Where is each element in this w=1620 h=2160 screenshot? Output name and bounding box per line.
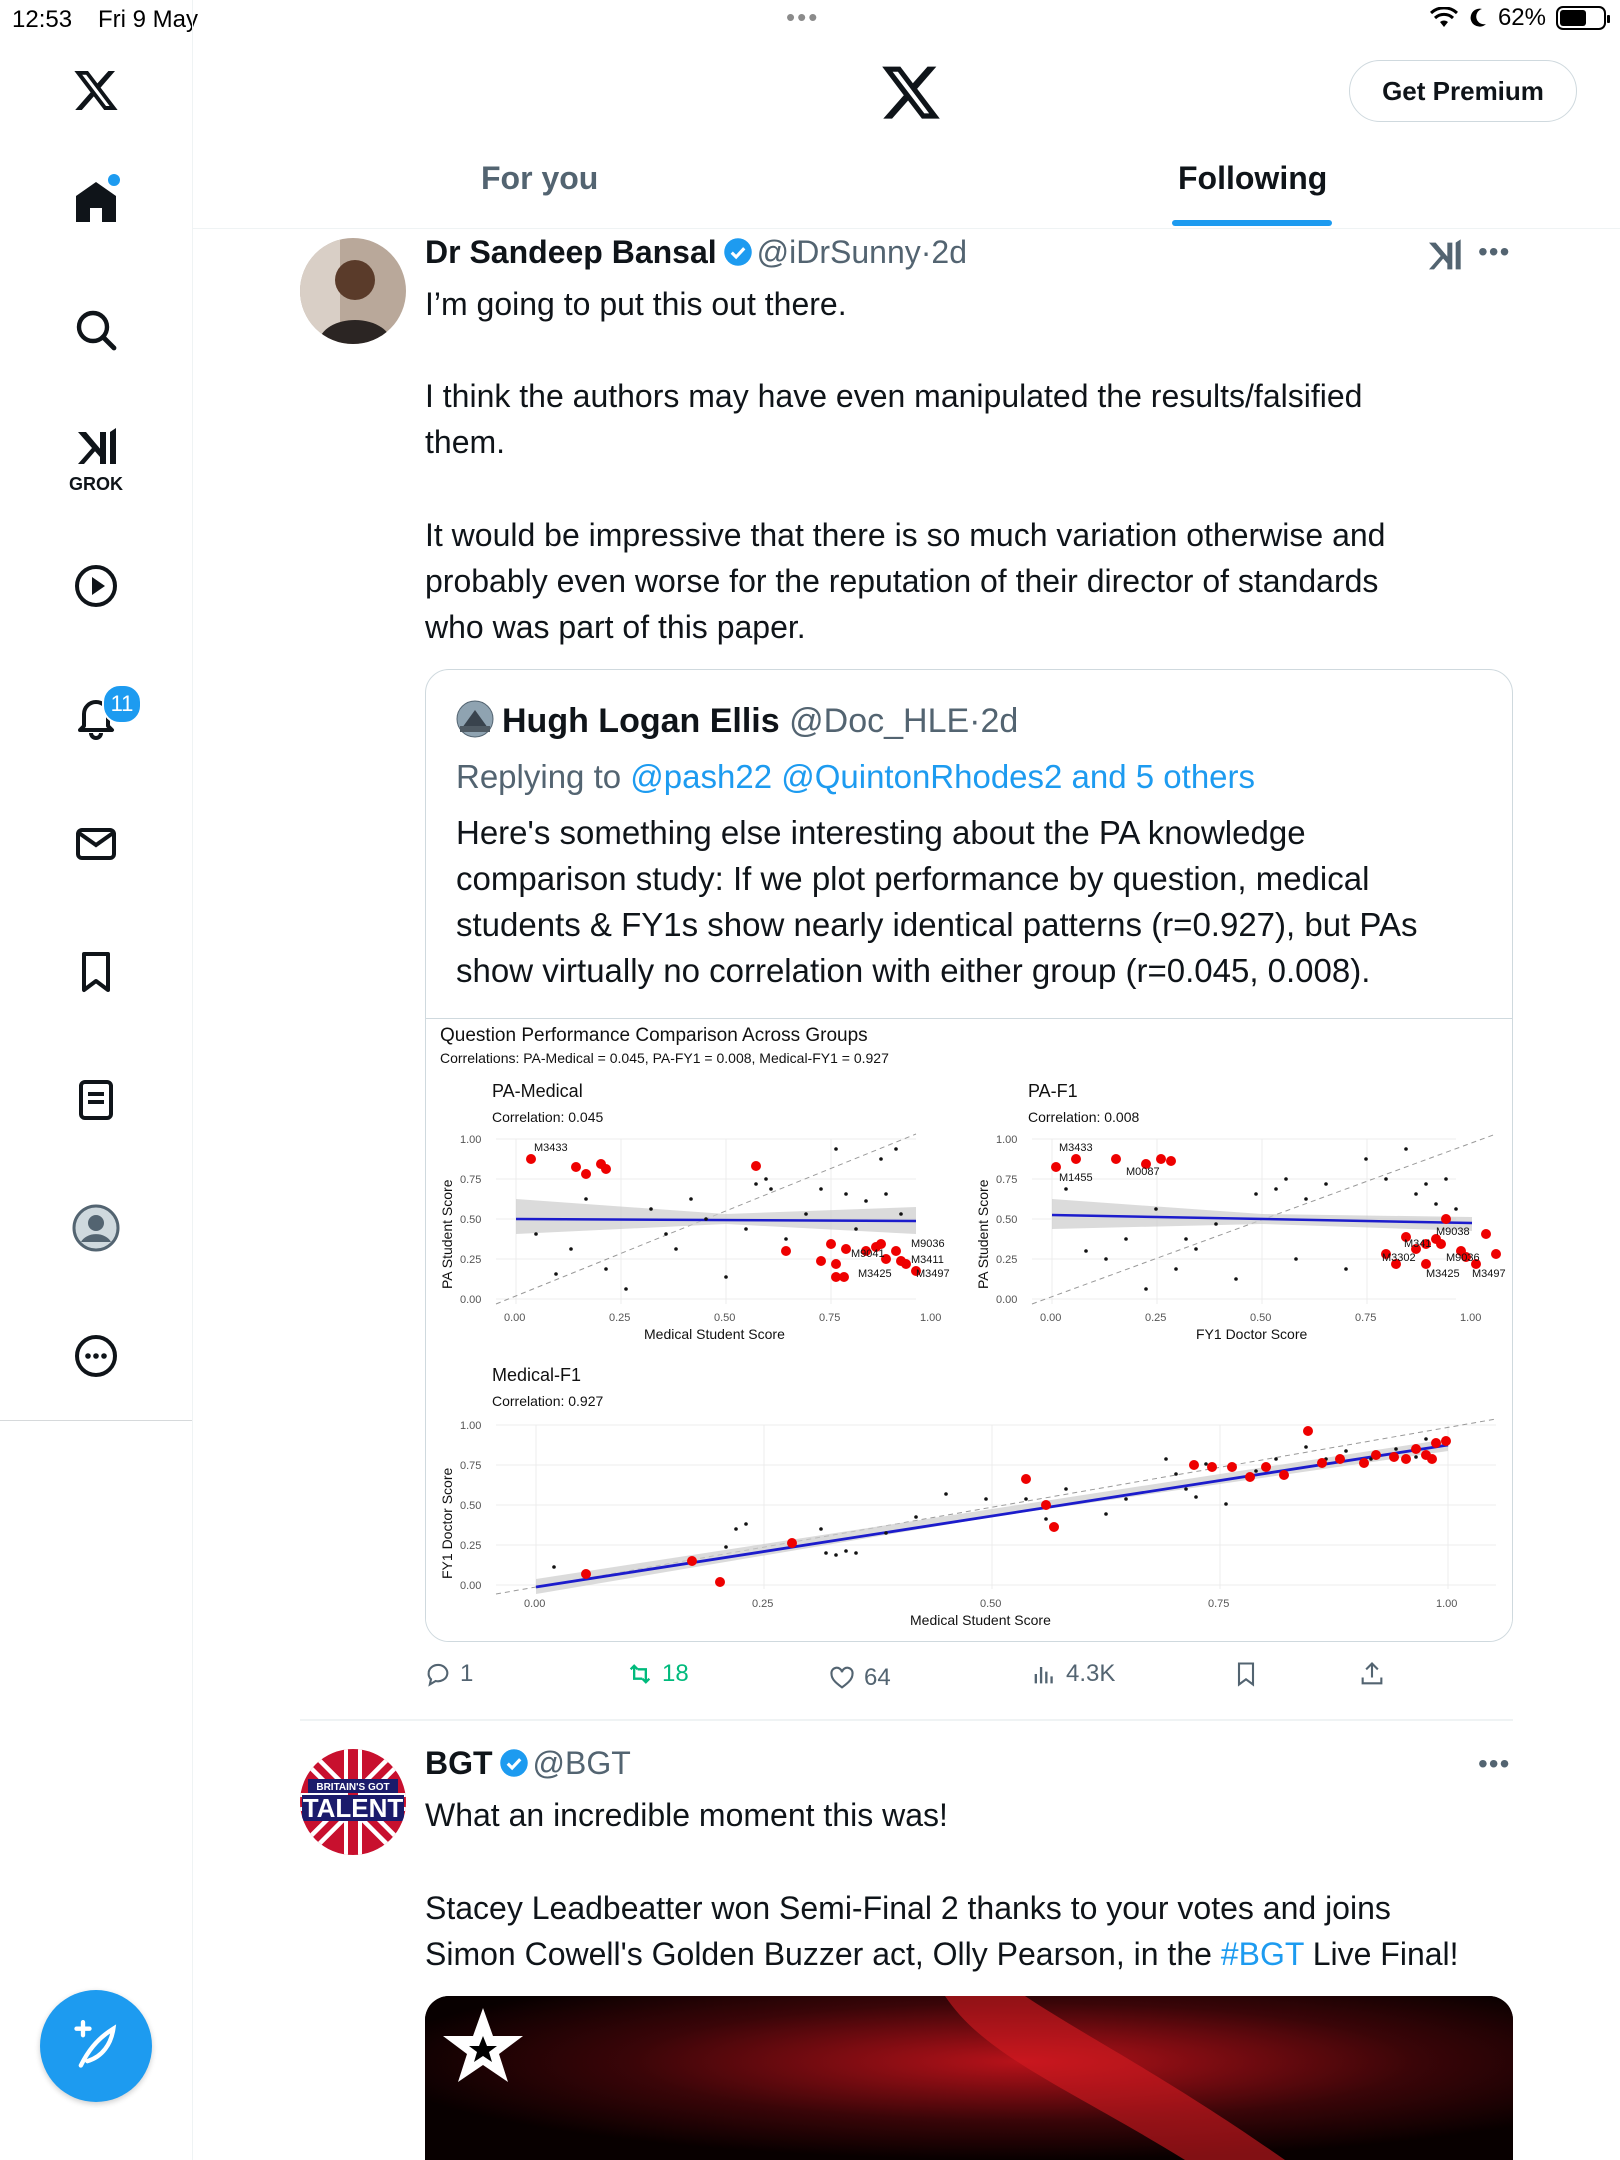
panel-title: Medical-F1 — [492, 1365, 582, 1385]
status-date: Fri 9 May — [98, 6, 199, 33]
y-tick: 1.00 — [996, 1134, 1018, 1146]
timeline-header — [193, 40, 1620, 229]
panel-pa-medical-plot — [439, 1134, 950, 1342]
point-label: M3425 — [1426, 1268, 1460, 1280]
more-options-icon[interactable] — [66, 1326, 126, 1386]
video-play-icon[interactable] — [66, 556, 126, 616]
bookmark-button[interactable] — [1232, 1660, 1260, 1688]
battery-percent: 62% — [1497, 4, 1546, 31]
tweet-text-line — [425, 1931, 1459, 1977]
tweet-text-line: I think the authors may have even manipulated the results/falsified — [425, 378, 1363, 414]
x-logo-icon[interactable] — [879, 60, 943, 124]
replying-to — [456, 758, 1255, 796]
point-label: M3433 — [1059, 1142, 1093, 1154]
battery-fill — [1560, 10, 1586, 26]
like-count: 64 — [864, 1664, 891, 1691]
separator-dot: · — [969, 702, 981, 740]
point-label: M341 — [1404, 1238, 1432, 1250]
panel-title: PA-Medical — [492, 1081, 583, 1101]
x-tick: 0.00 — [1040, 1312, 1062, 1324]
avatar[interactable] — [300, 1749, 406, 1855]
y-axis-label: FY1 Doctor Score — [439, 1467, 455, 1579]
quote-author-name[interactable]: Hugh Logan Ellis — [502, 702, 780, 740]
home-unread-dot — [106, 172, 122, 188]
y-tick: 0.50 — [460, 1214, 482, 1226]
x-tick: 0.00 — [524, 1598, 546, 1610]
tweet-actions — [420, 1660, 1420, 1700]
y-tick: 1.00 — [460, 1420, 482, 1432]
search-icon[interactable] — [66, 300, 126, 360]
messages-envelope-icon[interactable] — [66, 814, 126, 874]
active-tab-indicator — [1172, 220, 1332, 226]
point-label: M3433 — [534, 1142, 568, 1154]
tab-for-you[interactable]: For you — [481, 160, 599, 196]
y-tick: 0.25 — [996, 1254, 1018, 1266]
point-label: M9038 — [1436, 1226, 1470, 1238]
x-tick: 0.75 — [1355, 1312, 1377, 1324]
share-icon — [1358, 1660, 1386, 1688]
verified-badge-icon — [499, 1748, 529, 1778]
home-icon[interactable] — [66, 172, 126, 232]
x-tick: 0.50 — [1250, 1312, 1272, 1324]
quote-text — [456, 810, 1417, 994]
quote-avatar[interactable] — [456, 700, 494, 738]
x-tick: 0.00 — [504, 1312, 526, 1324]
point-label: M0087 — [1126, 1166, 1160, 1178]
status-bar — [0, 0, 1620, 40]
avatar[interactable] — [300, 238, 406, 344]
y-tick: 1.00 — [460, 1134, 482, 1146]
quote-author-handle[interactable]: @Doc_HLE — [789, 702, 970, 740]
multitasking-dots-icon[interactable]: ••• — [786, 2, 820, 32]
y-tick: 0.00 — [996, 1294, 1018, 1306]
x-tick: 0.25 — [752, 1598, 774, 1610]
repost-icon — [626, 1660, 654, 1688]
y-tick: 0.75 — [996, 1174, 1018, 1186]
x-axis-label: FY1 Doctor Score — [1196, 1326, 1308, 1342]
avatar-text-main: TALENT — [302, 1793, 404, 1823]
point-label: M3497 — [1472, 1268, 1506, 1280]
tweet-divider — [300, 1719, 1513, 1721]
x-axis-label: Medical Student Score — [644, 1326, 785, 1342]
panel-title: PA-F1 — [1028, 1081, 1078, 1101]
quote-text-line: students & FY1s show nearly identical patterns (r=0.927), but PAs — [456, 906, 1418, 943]
tweet-text-line: who was part of this paper. — [425, 609, 806, 645]
quote-text-line: Here's something else interesting about the PA knowledge — [456, 814, 1306, 851]
moon-icon — [1468, 7, 1488, 29]
panel-correlation: Correlation: 0.927 — [492, 1393, 604, 1409]
figure-title: Question Performance Comparison Across Groups — [440, 1025, 868, 1046]
tweet-text-line: I’m going to put this out there. — [425, 286, 847, 322]
x-tick: 1.00 — [1460, 1312, 1482, 1324]
bookmarks-icon[interactable] — [66, 942, 126, 1002]
point-label: M3425 — [858, 1268, 892, 1280]
y-axis-label: PA Student Score — [439, 1179, 455, 1289]
get-premium-button[interactable]: Get Premium — [1349, 60, 1577, 122]
panel-pa-f1-plot — [975, 1134, 1506, 1342]
point-label: M9041 — [851, 1248, 885, 1260]
x-tick: 0.75 — [819, 1312, 841, 1324]
bookmark-icon — [1232, 1660, 1260, 1688]
compose-feather-icon — [70, 2020, 122, 2072]
quote-text-line: comparison study: If we plot performance by question, medical — [456, 860, 1370, 897]
share-button[interactable] — [1358, 1660, 1386, 1688]
status-time: 12:53 — [12, 6, 73, 33]
repost-button[interactable] — [626, 1660, 689, 1688]
tab-following[interactable]: Following — [1178, 160, 1328, 196]
wifi-icon — [1430, 7, 1458, 29]
x-tick: 0.25 — [1145, 1312, 1167, 1324]
point-label: M3302 — [1382, 1252, 1416, 1264]
tweet-text-line: It would be impressive that there is so much variation otherwise and — [425, 517, 1386, 553]
tweet-more-icon[interactable]: ••• — [1478, 1748, 1511, 1779]
x-axis-label: Medical Student Score — [910, 1612, 1051, 1628]
lists-icon[interactable] — [66, 1070, 126, 1130]
views-button[interactable] — [1030, 1660, 1115, 1688]
y-tick: 0.00 — [460, 1294, 482, 1306]
views-chart-icon — [1030, 1660, 1058, 1688]
grok-label[interactable]: GROK — [69, 474, 123, 494]
verified-badge-icon — [723, 237, 753, 267]
x-tick: 0.25 — [609, 1312, 631, 1324]
author-name[interactable]: Dr Sandeep Bansal — [425, 234, 717, 270]
y-tick: 0.50 — [996, 1214, 1018, 1226]
panel-medical-f1-plot — [439, 1419, 1496, 1628]
y-tick: 0.75 — [460, 1460, 482, 1472]
tweet-text-line: Stacey Leadbeatter won Semi-Final 2 thanks to your votes and joins — [425, 1890, 1391, 1926]
tweet-text-line: them. — [425, 424, 506, 460]
author-handle[interactable]: @iDrSunny — [756, 234, 921, 270]
view-count: 4.3K — [1066, 1660, 1116, 1687]
x-tick: 0.75 — [1208, 1598, 1230, 1610]
y-tick: 0.25 — [460, 1540, 482, 1552]
tweet-text-fragment: Live Final! — [1303, 1936, 1459, 1972]
point-label: M1455 — [1059, 1172, 1093, 1184]
quote-header — [456, 700, 1018, 741]
profile-avatar-icon[interactable] — [66, 1198, 126, 1258]
reply-count: 1 — [460, 1660, 474, 1687]
y-tick: 0.75 — [460, 1174, 482, 1186]
separator-dot: · — [920, 234, 932, 270]
author-name[interactable]: BGT — [425, 1745, 493, 1781]
figure-subtitle: Correlations: PA-Medical = 0.045, PA-FY1 = 0.008, Medical-FY1 = 0.927 — [440, 1050, 889, 1066]
replying-to-prefix: Replying to — [456, 758, 622, 795]
grok-icon[interactable] — [66, 418, 126, 478]
quote-time: 2d — [980, 702, 1019, 740]
panel-correlation: Correlation: 0.045 — [492, 1109, 604, 1125]
author-handle[interactable]: @BGT — [532, 1745, 631, 1781]
reply-button[interactable] — [424, 1660, 473, 1688]
repost-count: 18 — [662, 1660, 689, 1687]
y-tick: 0.25 — [460, 1254, 482, 1266]
sidebar — [0, 0, 193, 2160]
x-tick: 1.00 — [920, 1312, 942, 1324]
x-logo-icon[interactable] — [66, 60, 126, 120]
hashtag-link[interactable]: #BGT — [1220, 1936, 1304, 1972]
tweet-text-fragment: Simon Cowell's Golden Buzzer act, Olly Pearson, in the — [425, 1936, 1221, 1972]
x-tick: 1.00 — [1436, 1598, 1458, 1610]
heart-icon — [828, 1664, 856, 1692]
tweet-more-icon[interactable]: ••• — [1478, 236, 1511, 267]
point-label: M9036 — [911, 1238, 945, 1250]
quote-text-line: show virtually no correlation with either group (r=0.045, 0.008). — [456, 952, 1371, 989]
tweet-header — [425, 1745, 631, 1782]
point-label: M3497 — [916, 1268, 950, 1280]
battery-icon — [1556, 6, 1606, 30]
tweet-header — [425, 234, 967, 271]
post-time[interactable]: 2d — [931, 234, 967, 270]
panel-correlation: Correlation: 0.008 — [1028, 1109, 1140, 1125]
y-tick: 0.00 — [460, 1580, 482, 1592]
like-button[interactable] — [828, 1664, 891, 1692]
replying-to-links[interactable]: @pash22 @QuintonRhodes2 and 5 others — [630, 758, 1256, 795]
point-label: M3411 — [911, 1254, 944, 1266]
quoted-post[interactable] — [425, 669, 1513, 1642]
x-tick: 0.50 — [980, 1598, 1002, 1610]
reply-icon — [424, 1660, 452, 1688]
tweet-text-line: What an incredible moment this was! — [425, 1797, 948, 1833]
notifications-badge: 11 — [102, 684, 142, 724]
point-label: M9036 — [1446, 1252, 1480, 1264]
grok-explain-icon[interactable] — [1424, 236, 1464, 276]
avatar-text-top: BRITAIN'S GOT — [316, 1782, 390, 1793]
attached-figure-image[interactable] — [426, 1018, 1512, 1642]
sidebar-divider — [0, 1420, 192, 1421]
compose-post-button[interactable] — [40, 1990, 152, 2102]
y-tick: 0.50 — [460, 1500, 482, 1512]
x-tick: 0.50 — [714, 1312, 736, 1324]
video-media[interactable] — [425, 1996, 1513, 2160]
y-axis-label: PA Student Score — [975, 1179, 991, 1289]
tweet-text-line: probably even worse for the reputation of their director of standards — [425, 563, 1379, 599]
